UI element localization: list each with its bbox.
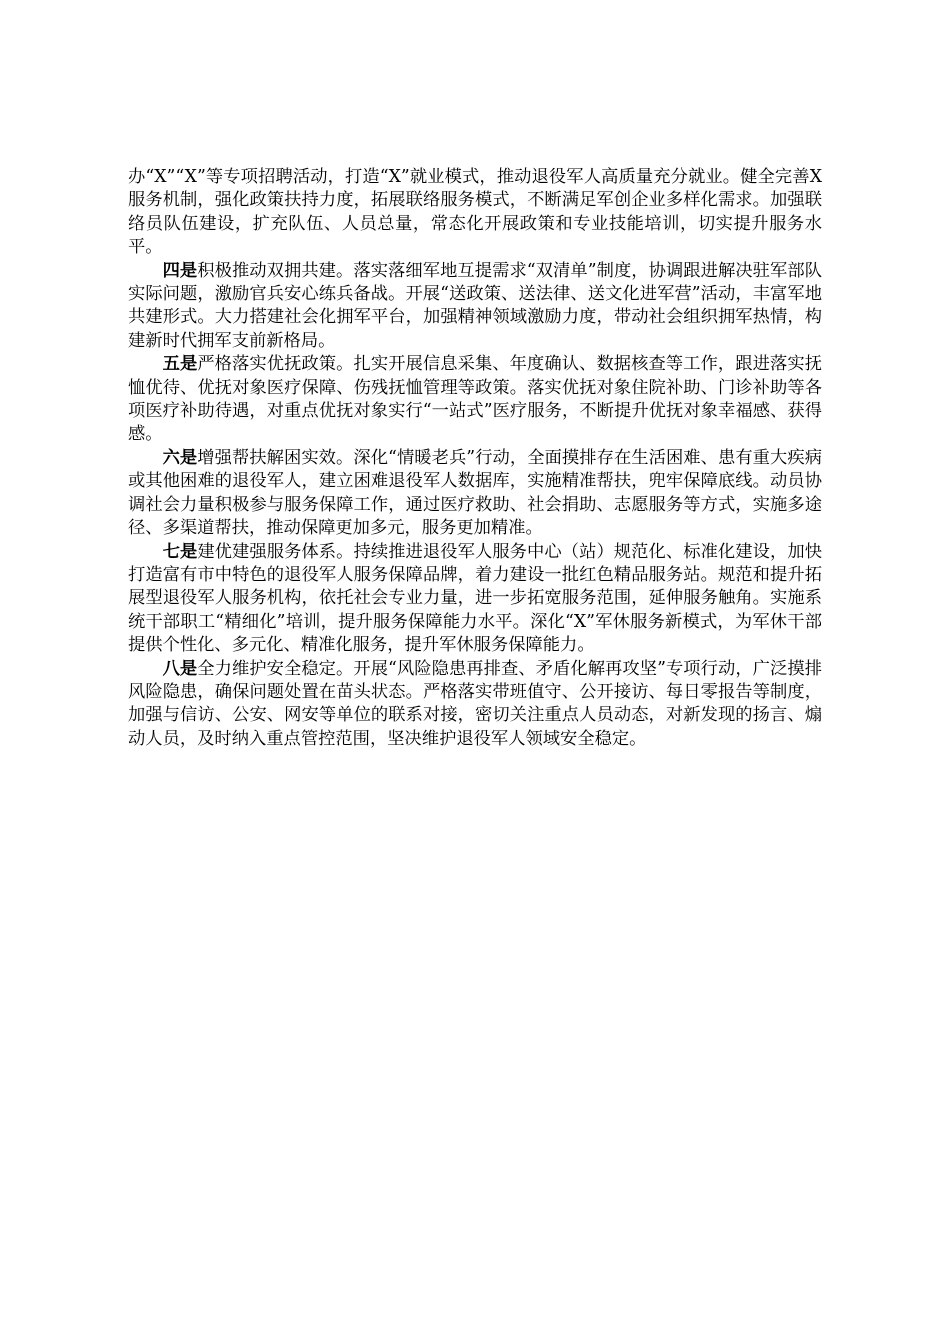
paragraph-item-7 (128, 541, 822, 658)
document-body (128, 166, 822, 751)
paragraph-text: 增强帮扶解困实效。深化“情暖老兵”行动，全面摸排存在生活困难、患有重大疾病或其他困难的退役军人，建立困难退役军人数据库，实施精准帮扶，兜牢保障底线。动员协调社会力量积极参与服务保障工作，通过医疗救助、社会捐助、志愿服务等方式，实施多途径、多渠道帮扶，推动保障更加多元，服务更加精准。 (128, 447, 822, 539)
paragraph-text: 严格落实优抚政策。扎实开展信息采集、年度确认、数据核查等工作，跟进落实抚恤优待、优抚对象医疗保障、伤残抚恤管理等政策。落实优抚对象住院补助、门诊补助等各项医疗补助待遇，对重点优抚对象实行“一站式”医疗服务，不断提升优抚对象幸福感、获得感。 (128, 354, 822, 445)
paragraph-text: 积极推动双拥共建。落实落细军地互提需求“双清单”制度，协调跟进解决驻军部队实际问题，激励官兵安心练兵备战。开展“送政策、送法律、送文化进军营”活动，丰富军地共建形式。大力搭建社会化拥军平台，加强精神领域激励力度，带动社会组织拥军热情，构建新时代拥军支前新格局。 (128, 260, 822, 351)
paragraph-continuation (128, 166, 822, 260)
paragraph-lead: 八是 (162, 658, 198, 679)
paragraph-item-4 (128, 260, 822, 354)
paragraph-lead: 五是 (162, 354, 198, 375)
paragraph-lead: 七是 (162, 541, 198, 562)
paragraph-text: 办“X”“X”等专项招聘活动，打造“X”就业模式，推动退役军人高质量充分就业。健全完善X服务机制，强化政策扶持力度，拓展联络服务模式，不断满足军创企业多样化需求。加强联络员队伍建设，扩充队伍、人员总量，常态化开展政策和专业技能培训，切实提升服务水平。 (128, 167, 822, 258)
paragraph-lead: 六是 (162, 447, 198, 468)
paragraph-lead: 四是 (162, 260, 198, 281)
paragraph-item-5 (128, 353, 822, 447)
paragraph-item-6 (128, 447, 822, 541)
paragraph-item-8 (128, 658, 822, 752)
paragraph-text: 全力维护安全稳定。开展“风险隐患再排查、矛盾化解再攻坚”专项行动，广泛摸排风险隐患，确保问题处置在苗头状态。严格落实带班值守、公开接访、每日零报告等制度，加强与信访、公安、网安等单位的联系对接，密切关注重点人员动态，对新发现的扬言、煽动人员，及时纳入重点管控范围，坚决维护退役军人领域安全稳定。 (128, 658, 822, 749)
paragraph-text: 建优建强服务体系。持续推进退役军人服务中心（站）规范化、标准化建设，加快打造富有市中特色的退役军人服务保障品牌，着力建设一批红色精品服务站。规范和提升拓展型退役军人服务机构，依托社会专业力量，进一步拓宽服务范围，延伸服务触角。实施系统干部职工“精细化”培训，提升服务保障能力水平。深化“X”军休服务新模式，为军休干部提供个性化、多元化、精准化服务，提升军休服务保障能力。 (128, 541, 822, 656)
